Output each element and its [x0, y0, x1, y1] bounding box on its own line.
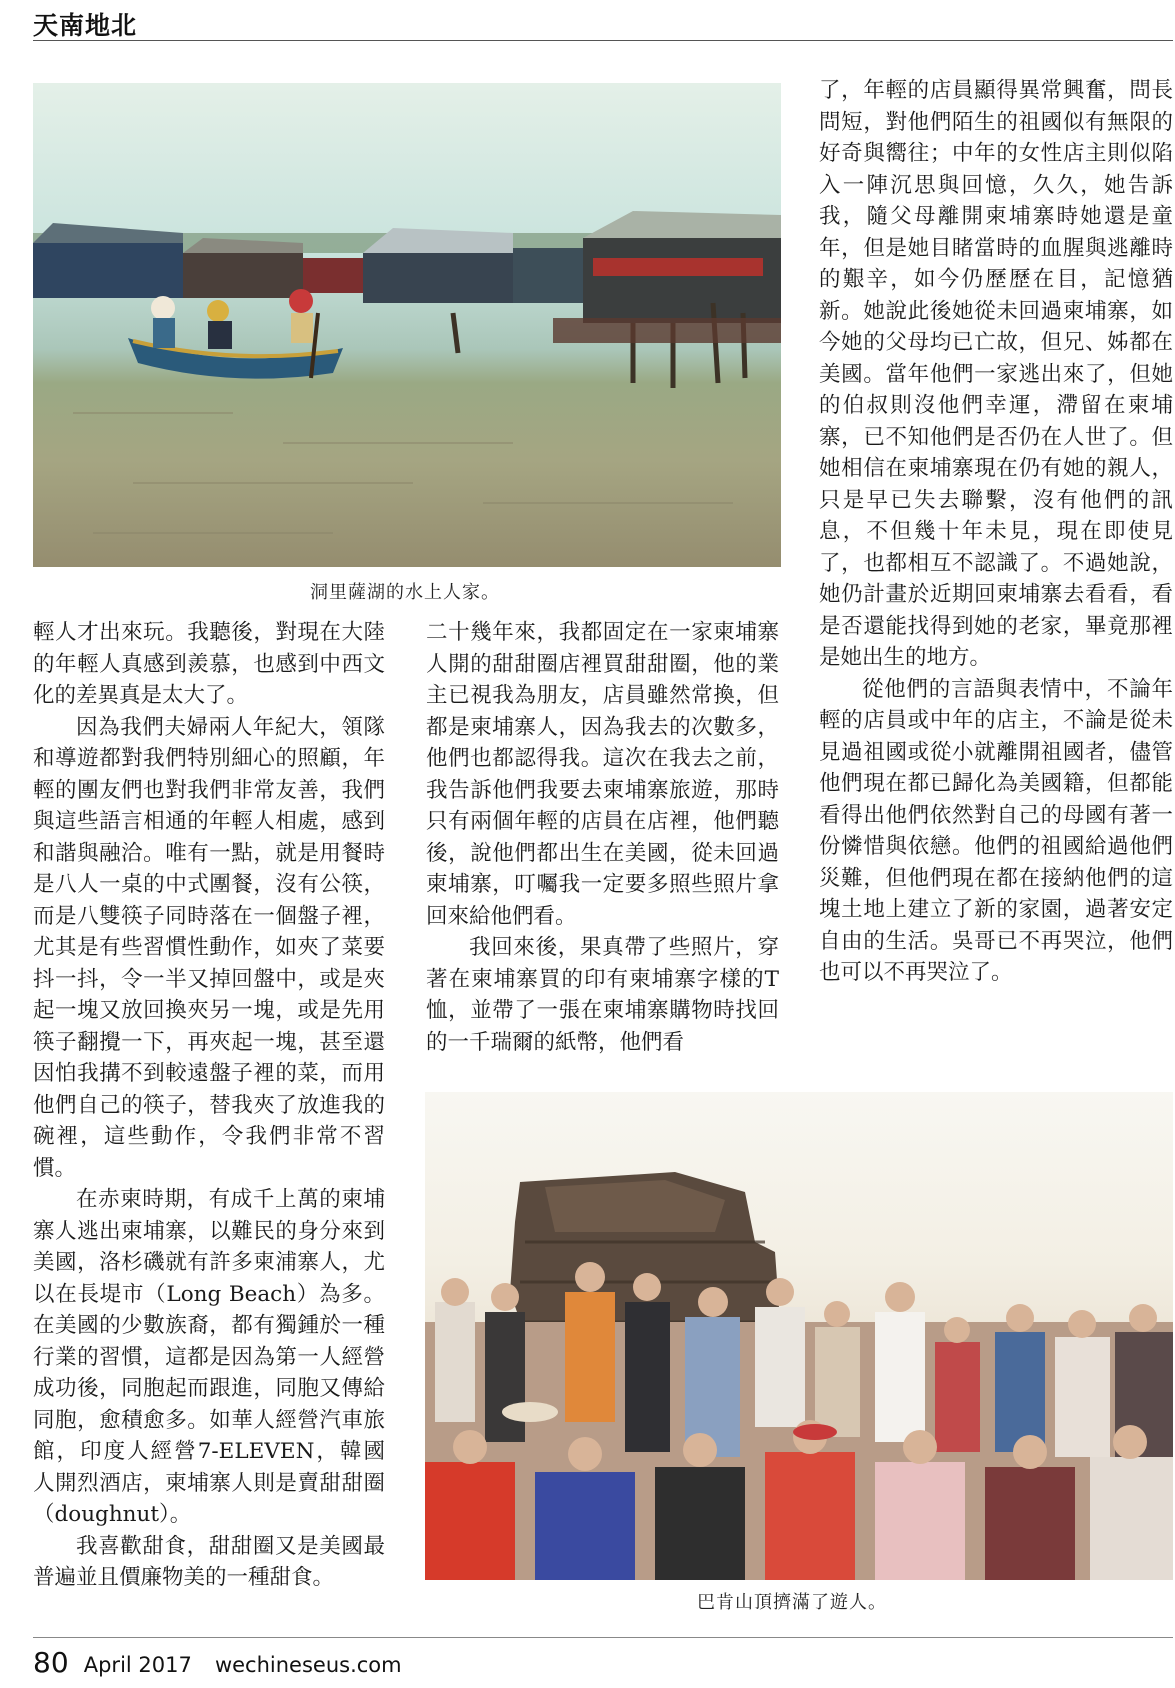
paragraph: 在赤柬時期，有成千上萬的柬埔寨人逃出柬埔寨，以難民的身分來到美國，洛杉磯就有許多柬浦寨人，尤以在長堤市（Long Beach）為多。在美國的少數族裔，都有獨鍾於一種行業的習慣，這都是因為第一人經營成功後，同胞起而跟進，同胞又傳給同胞，愈積愈多。如華人經營汽車旅館，印度人經營7-ELEVEN，韓國人開烈酒店，柬埔寨人則是賣甜甜圈（doughnut）。: [33, 1187, 385, 1527]
phnom-bakheng-crowd-photo: [425, 1092, 1173, 1580]
temple-crowd-illustration: [425, 1092, 1173, 1580]
footer-divider: [33, 1637, 1173, 1638]
page-number: 80: [33, 1646, 69, 1679]
paragraph: 我回來後，果真帶了些照片，穿著在柬埔寨買的印有柬埔寨字樣的T恤，並帶了一張在柬埔寨購物時找回的一千瑞爾的紙幣，他們看: [426, 935, 779, 1055]
floating-village-photo: [33, 83, 781, 567]
paragraph: 輕人才出來玩。我聽後，對現在大陸的年輕人真感到羨慕，也感到中西文化的差異真是太大了。: [33, 620, 385, 708]
floating-village-illustration: [33, 83, 781, 567]
paragraph: 從他們的言語與表情中，不論年輕的店員或中年的店主，不論是從未見過祖國或從小就離開祖國者，儘管他們現在都已歸化為美國籍，但都能看得出他們依然對自己的母國有著一份憐惜與依戀。他們的祖國給過他們災難，但他們現在都在接納他們的這塊土地上建立了新的家園，過著安定自由的生活。吳哥已不再哭泣，他們也可以不再哭泣了。: [819, 676, 1173, 985]
article-column-1: [33, 617, 385, 1594]
website-link[interactable]: wechineseus.com: [214, 1653, 402, 1677]
paragraph: 因為我們夫婦兩人年紀大，領隊和導遊都對我們特別細心的照顧，年輕的團友們也對我們非常友善，我們與這些語言相通的年輕人相處，感到和諧與融洽。唯有一點，就是用餐時是八人一桌的中式團餐，沒有公筷，而是八雙筷子同時落在一個盤子裡，尤其是有些習慣性動作，如夾了菜要抖一抖，令一半又掉回盤中，或是夾起一塊又放回換夾另一塊，或是先用筷子翻攪一下，再夾起一塊，甚至還因怕我搆不到較遠盤子裡的菜，而用他們自己的筷子，替我夾了放進我的碗裡，這些動作，令我們非常不習慣。: [33, 714, 385, 1181]
paragraph: 二十幾年來，我都固定在一家柬埔寨人開的甜甜圈店裡買甜甜圈，他的業主已視我為朋友，店員雖然常換，但都是柬埔寨人，因為我去的次數多，他們也都認得我。這次在我去之前，我告訴他們我要去柬埔寨旅遊，那時只有兩個年輕的店員在店裡，他們聽後，說他們都出生在美國，從未回過柬埔寨，叮囑我一定要多照些照片拿回來給他們看。: [426, 620, 779, 929]
issue-date: April 2017: [83, 1653, 192, 1677]
section-title: 天南地北: [33, 11, 138, 40]
header-divider: [33, 40, 1173, 41]
lake-photo-caption: 洞里薩湖的水上人家。: [310, 582, 500, 603]
paragraph: 了，年輕的店員顯得異常興奮，問長問短，對他們陌生的祖國似有無限的好奇與嚮往；中年的女性店主則似陷入一陣沉思與回憶，久久，她告訴我，隨父母離開柬埔寨時她還是童年，但是她目睹當時的血腥與逃離時的艱辛，如今仍歷歷在目，記憶猶新。她說此後她從未回過柬埔寨，如今她的父母均已亡故，但兄、姊都在美國。當年他們一家逃出來了，但她的伯叔則沒他們幸運，滯留在柬埔寨，已不知他們是否仍在人世了。但她相信在柬埔寨現在仍有她的親人，只是早已失去聯繫，沒有他們的訊息，不但幾十年未見，現在即使見了，也都相互不認識了。不過她說，她仍計畫於近期回柬埔寨去看看，看是否還能找得到她的老家，畢竟那裡是她出生的地方。: [819, 78, 1173, 670]
article-column-3: [819, 75, 1173, 989]
temple-photo-caption: 巴肯山頂擠滿了遊人。: [697, 1592, 887, 1613]
page-footer: [33, 1646, 402, 1679]
paragraph: 我喜歡甜食，甜甜圈又是美國最普遍並且價廉物美的一種甜食。: [33, 1533, 385, 1590]
article-column-2: [426, 617, 779, 1058]
